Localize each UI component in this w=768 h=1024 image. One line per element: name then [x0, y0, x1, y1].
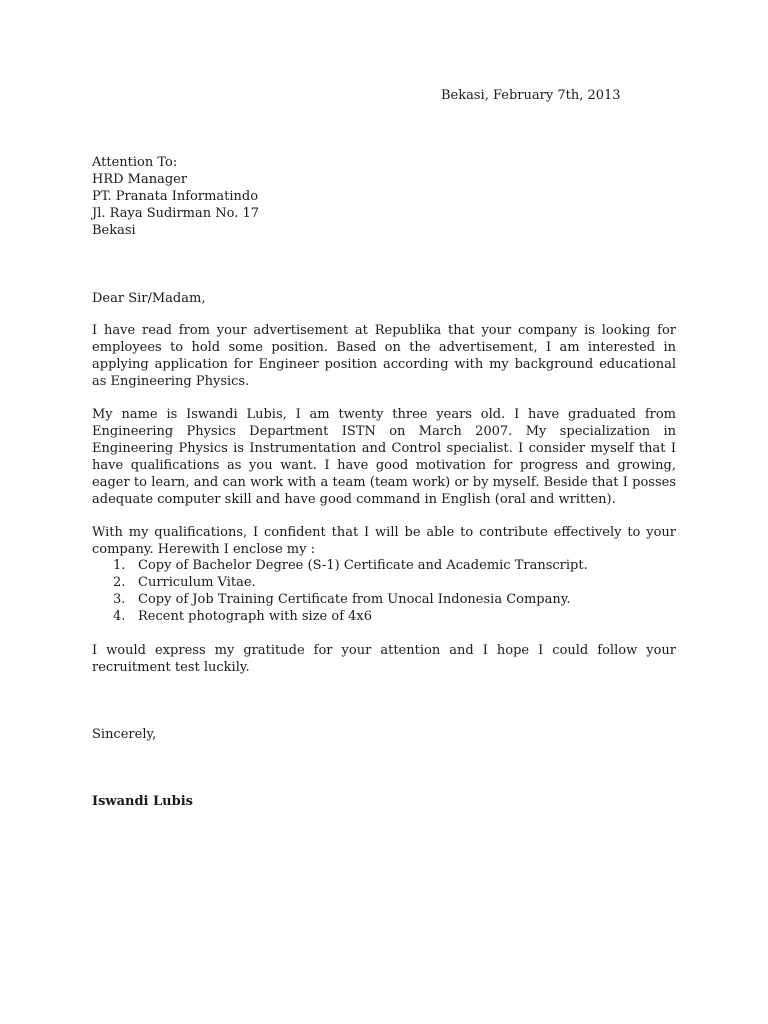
list-item [92, 574, 652, 591]
list-item [92, 557, 652, 574]
paragraph-qualifications: With my qualifications, I confident that I will be able to contribute effectively to your company. Herewith I enclose my : [92, 525, 676, 557]
paragraph-background: My name is Iswandi Lubis, I am twenty three years old. I have graduated from Engineering Physics Department ISTN on March 2007. My specialization in Engineering Physics is Instrumentation and Control specialist. I consider myself that I have qualifications as you want. I have good motivation for progress and growing, eager to learn, and can work with a team (team work) or by myself. Beside that I posses adequate computer skill and have good command in English (oral and written). [92, 407, 676, 507]
list-item-number: 1. [113, 558, 126, 573]
list-item-number: 3. [113, 592, 126, 607]
paragraph-intro: I have read from your advertisement at Republika that your company is looking for employees to hold some position. Based on the advertisement, I am interested in applying application for Engineer position according with my background educational as Engineering Physics. [92, 323, 676, 389]
list-item-text: Copy of Job Training Certificate from Unocal Indonesia Company. [138, 592, 571, 607]
list-item-text: Recent photograph with size of 4x6 [138, 609, 373, 624]
address-line-company: PT. Pranata Informatindo [92, 189, 259, 204]
enclosure-list [92, 557, 652, 625]
list-item-number: 2. [113, 575, 126, 590]
salutation: Dear Sir/Madam, [92, 291, 206, 306]
address-line-attention: Attention To: [92, 155, 178, 170]
date-line: Bekasi, February 7th, 2013 [441, 88, 621, 103]
paragraph-gratitude: I would express my gratitude for your attention and I hope I could follow your recruitment test luckily. [92, 643, 676, 675]
address-line-street: Jl. Raya Sudirman No. 17 [92, 206, 260, 221]
signature-name: Iswandi Lubis [92, 794, 193, 809]
closing: Sincerely, [92, 727, 157, 742]
list-item-number: 4. [113, 609, 126, 624]
address-line-city: Bekasi [92, 223, 136, 238]
address-line-title: HRD Manager [92, 172, 188, 187]
recipient-address [92, 154, 676, 239]
list-item [92, 591, 652, 608]
list-item-text: Curriculum Vitae. [138, 575, 256, 590]
list-item [92, 608, 652, 625]
list-item-text: Copy of Bachelor Degree (S-1) Certificate and Academic Transcript. [138, 558, 588, 573]
